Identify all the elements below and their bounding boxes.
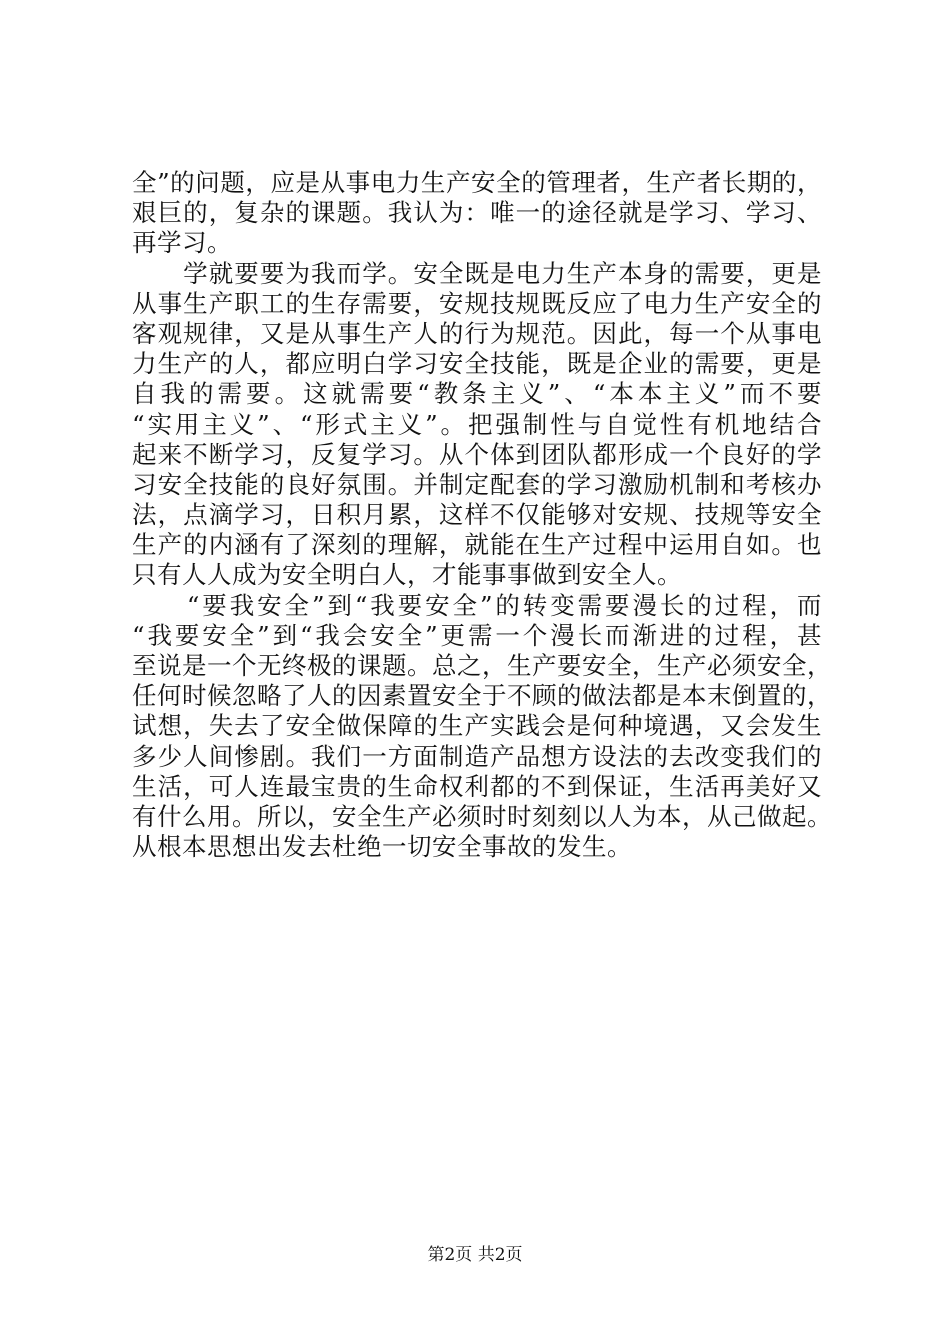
text-line: “实用主义”、“形式主义”。把强制性与自觉性有机地结合 [132, 409, 822, 439]
text-line: 有什么用。所以，安全生产必须时时刻刻以人为本，从己做起。 [132, 801, 832, 831]
text-line: 多少人间惨剧。我们一方面制造产品想方设法的去改变我们的 [132, 741, 822, 771]
text-line: 生产的内涵有了深刻的理解，就能在生产过程中运用自如。也 [132, 530, 822, 560]
text-line: 力生产的人，都应明白学习安全技能，既是企业的需要，更是 [132, 349, 822, 379]
text-line: “要我安全”到“我要安全”的转变需要漫长的过程，而 [132, 590, 822, 620]
text-line: 客观规律，又是从事生产人的行为规范。因此，每一个从事电 [132, 318, 822, 348]
text-line: 起来不断学习，反复学习。从个体到团队都形成一个良好的学 [132, 439, 822, 469]
text-line: 学就要要为我而学。安全既是电力生产本身的需要，更是 [132, 258, 822, 288]
text-line: 至说是一个无终极的课题。总之，生产要安全，生产必须安全， [132, 651, 832, 680]
text-line: 只有人人成为安全明白人，才能事事做到安全人。 [132, 560, 682, 590]
text-line: 法，点滴学习，日积月累，这样不仅能够对安规、技规等安全 [132, 500, 822, 530]
text-line: 从根本思想出发去杜绝一切安全事故的发生。 [132, 832, 632, 862]
text-line: “我要安全”到“我会安全”更需一个漫长而渐进的过程，甚 [132, 620, 822, 650]
text-line: 习安全技能的良好氛围。并制定配套的学习激励机制和考核办 [132, 469, 822, 499]
text-line: 全”的问题，应是从事电力生产安全的管理者，生产者长期的， [132, 168, 822, 197]
text-line: 艰巨的，复杂的课题。我认为：唯一的途径就是学习、学习、 [132, 198, 822, 228]
page-number-footer: 第2页 共2页 [427, 1245, 523, 1265]
text-line: 任何时候忽略了人的因素置安全于不顾的做法都是本末倒置的， [132, 681, 832, 711]
text-line: 生活，可人连最宝贵的生命权利都的不到保证，生活再美好又 [132, 771, 822, 801]
text-line: 试想，失去了安全做保障的生产实践会是何种境遇，又会发生 [132, 711, 822, 741]
text-line: 再学习。 [132, 228, 232, 258]
text-line: 从事生产职工的生存需要，安规技规既反应了电力生产安全的 [132, 288, 822, 318]
text-line: 自我的需要。这就需要“教条主义”、“本本主义”而不要 [132, 379, 822, 409]
body-text [132, 168, 832, 862]
